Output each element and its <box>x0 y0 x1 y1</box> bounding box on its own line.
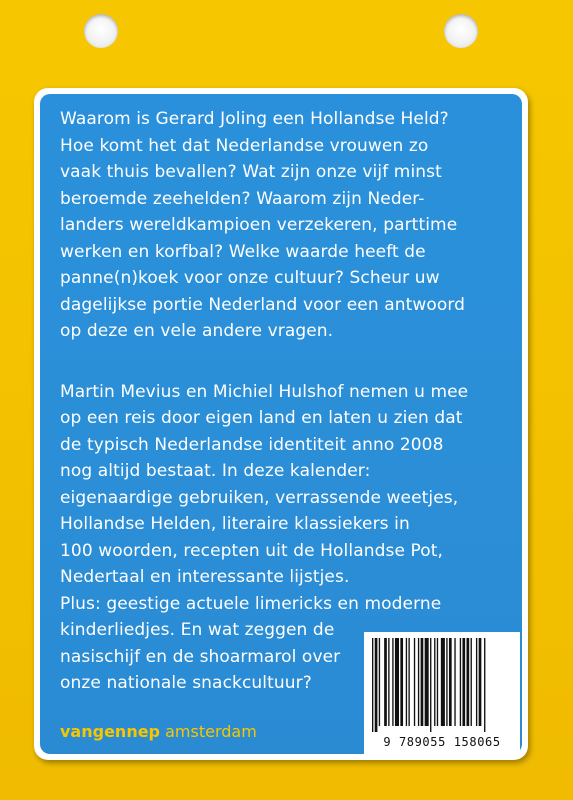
blurb-line: 100 woorden, recepten uit de Hollandse Pot, <box>60 540 444 561</box>
blurb-line: dagelijkse portie Nederland voor een antwoord <box>60 294 466 315</box>
blurb-line: nasischijf en de shoarmarol over <box>60 646 341 667</box>
barcode-bar <box>430 638 431 732</box>
blurb-line: Waarom is Gerard Joling een Hollandse Held? <box>60 109 449 129</box>
barcode-bar <box>392 638 393 726</box>
barcode-bar <box>471 638 472 726</box>
barcode-bar <box>484 638 485 732</box>
barcode-bar <box>454 638 455 726</box>
blurb-line: Plus: geestige actuele limericks en moderne <box>60 593 442 614</box>
blurb-text <box>60 106 520 697</box>
blurb-line: op een reis door eigen land en laten u zien dat <box>60 408 463 428</box>
barcode-bar <box>476 638 477 726</box>
barcode-bar <box>479 638 482 726</box>
blurb-line: kinderliedjes. En wat zeggen de <box>60 620 335 640</box>
isbn-number: 9 789055 158065 <box>383 735 501 749</box>
blurb-line: beroemde zeehelden? Waarom zijn Neder- <box>60 188 425 209</box>
barcode-bar <box>408 638 409 726</box>
barcode-bar <box>406 638 407 726</box>
barcode-bar <box>441 638 445 726</box>
barcode-bar <box>460 638 461 726</box>
blurb-line: onze nationale snackcultuur? <box>60 673 312 693</box>
blurb-line: Martin Mevius en Michiel Hulshof nemen u mee <box>60 381 469 402</box>
blurb-line: de typisch Nederlandse identiteit anno 2008 <box>60 434 444 455</box>
publisher-bold: vangennep <box>60 722 161 741</box>
barcode-bar <box>437 638 438 726</box>
blurb-line: landers wereldkampioen verzekeren, parttime <box>60 215 458 235</box>
blurb-line: werken en korfbal? Welke waarde heeft de <box>60 241 426 262</box>
punch-hole-left <box>84 14 118 48</box>
barcode-bar <box>421 638 424 726</box>
barcode-bar <box>400 638 403 726</box>
blurb-line: op deze en vele andere vragen. <box>60 321 334 341</box>
barcode-bar <box>414 638 415 726</box>
blurb-line: Hoe komt het dat Nederlandse vrouwen zo <box>60 135 429 156</box>
blurb-line: vaak thuis bevallen? Wat zijn onze vijf minst <box>60 162 442 182</box>
barcode-bar <box>462 638 465 726</box>
barcode-bar <box>384 638 387 726</box>
barcode <box>364 632 520 754</box>
blurb-line: Hollandse Helden, literaire klassiekers in <box>60 514 410 534</box>
barcode-bar <box>395 638 399 726</box>
blue-text-panel <box>40 94 522 754</box>
barcode-bar <box>388 638 389 726</box>
barcode-bar <box>375 638 378 732</box>
barcode-bar <box>434 638 435 726</box>
barcode-bar <box>467 638 470 726</box>
barcode-bar <box>446 638 447 726</box>
barcode-bar <box>379 638 380 726</box>
card-frame <box>34 88 528 760</box>
blurb-line: nog altijd bestaat. In deze kalender: <box>60 461 371 481</box>
publisher-regular: amsterdam <box>165 722 257 741</box>
punch-hole-right <box>444 14 478 48</box>
barcode-bar <box>372 638 373 732</box>
blurb-line: Nedertaal en interessante lijstjes. <box>60 567 350 587</box>
barcode-bar <box>449 638 452 726</box>
paragraph-gap <box>60 345 520 379</box>
publisher-name <box>60 722 257 742</box>
barcode-bars <box>364 632 520 736</box>
barcode-bar <box>425 638 429 726</box>
blurb-line: panne(n)koek voor onze cultuur? Scheur uw <box>60 268 440 288</box>
blurb-line: eigenaardige gebruiken, verrassende weetjes, <box>60 487 459 508</box>
barcode-bar <box>418 638 419 726</box>
